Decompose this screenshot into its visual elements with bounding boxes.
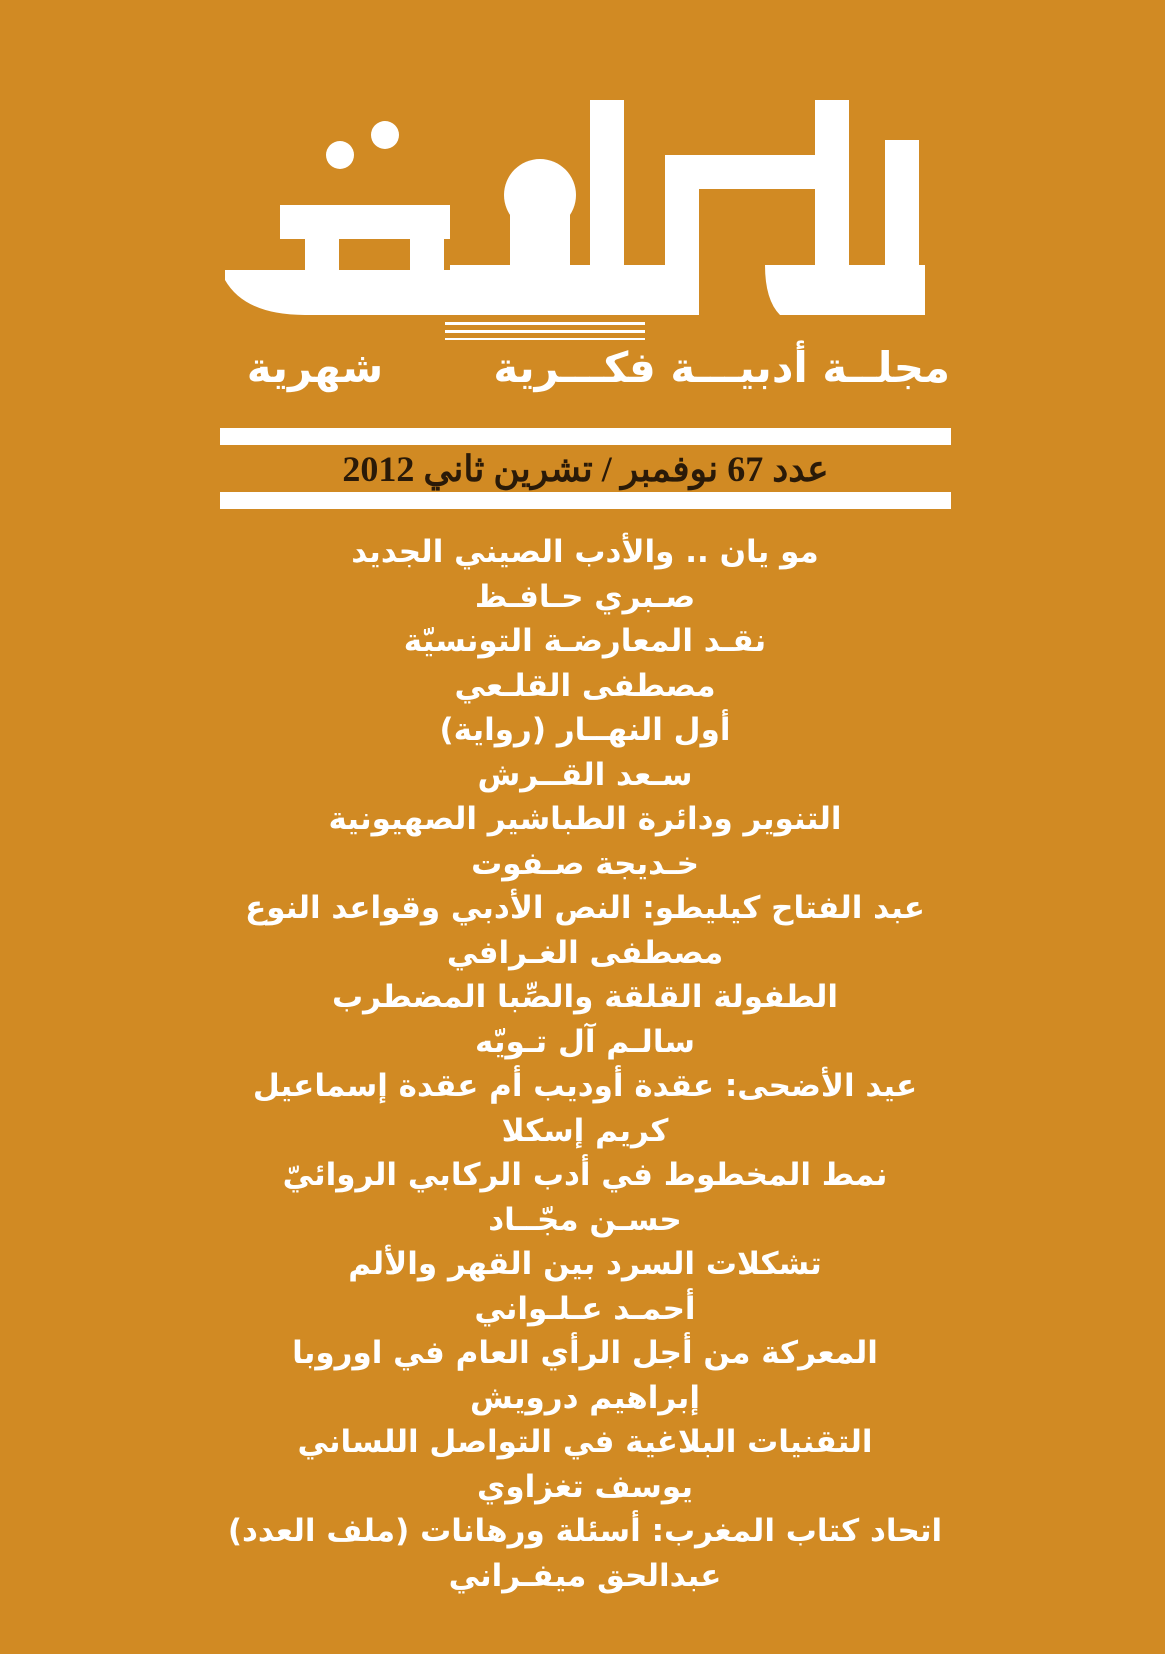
- contents-item: مو يان .. والأدب الصيني الجديد: [351, 534, 819, 570]
- contents-item: عيد الأضحى: عقدة أوديب أم عقدة إسماعيل: [252, 1068, 918, 1104]
- magazine-subtitle: مجلــة أدبيـــة فكـــرية: [493, 343, 950, 392]
- magazine-frequency: شهرية: [246, 343, 384, 392]
- issue-rule-top: [220, 428, 951, 445]
- contents-item: الطفولة القلقة والصِّبا المضطرب: [332, 979, 838, 1015]
- contents-item: التقنيات البلاغية في التواصل اللساني: [297, 1424, 873, 1460]
- contents-item: المعركة من أجل الرأي العام في اوروبا: [292, 1335, 878, 1371]
- contents-item: تشكلات السرد بين القهر والألم: [348, 1246, 822, 1282]
- issue-line: عدد 67 نوفمبر / تشرين ثاني 2012: [342, 449, 829, 489]
- contents-item: مصطفى القلـعي: [454, 667, 716, 704]
- contents-item: صـبري حـافـظ: [474, 578, 696, 615]
- contents-item: عبدالحق ميفـراني: [448, 1557, 722, 1594]
- contents-item: خـديجة صـفوت: [471, 845, 699, 882]
- contents-item: مصطفى الغـرافي: [446, 934, 724, 971]
- contents-item: يوسف تغزاوي: [476, 1468, 693, 1505]
- logo-wordmark-graphic: [225, 90, 965, 340]
- contents-item: حسـن مجّــاد: [488, 1201, 682, 1238]
- table-of-contents: [140, 530, 1030, 1598]
- contents-item: نقـد المعارضـة التونسيّة: [403, 623, 767, 659]
- contents-item: أول النهــار (رواية): [439, 712, 731, 748]
- logo-text: الكلمة: [593, 335, 597, 336]
- contents-item: سالـم آل تـويّه: [475, 1023, 695, 1060]
- contents-item: إبراهيم درويش: [470, 1379, 700, 1416]
- contents-item: نمط المخطوط في أدب الركابي الروائيّ: [282, 1157, 888, 1193]
- contents-item: التنوير ودائرة الطباشير الصهيونية: [328, 801, 842, 837]
- issue-rule-bottom: [220, 492, 951, 509]
- contents-item: سـعد القــرش: [477, 756, 693, 793]
- contents-item: أحمـد عـلـواني: [474, 1290, 696, 1327]
- contents-item: كريم إسكلا: [501, 1112, 669, 1149]
- contents-item: عبد الفتاح كيليطو: النص الأدبي وقواعد النوع: [245, 890, 925, 926]
- contents-item: اتحاد كتاب المغرب: أسئلة ورهانات (ملف العدد): [227, 1513, 943, 1549]
